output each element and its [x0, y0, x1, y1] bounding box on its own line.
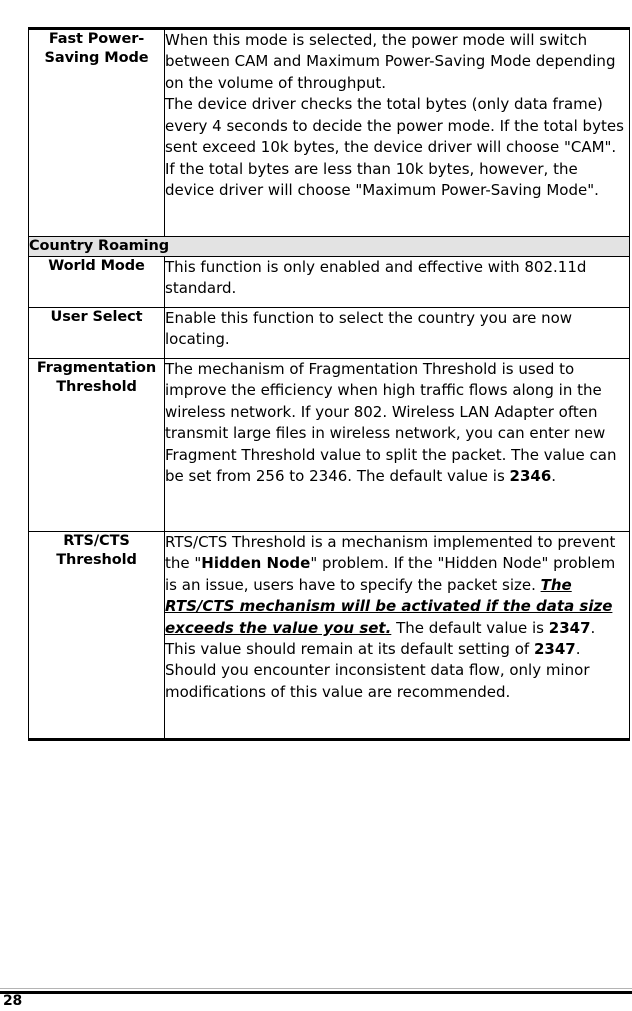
- description-paragraph: This function is only enabled and effective with 802.11d standard.: [165, 257, 587, 298]
- description-text: . This value should remain at its default setting of: [165, 618, 596, 659]
- default-value-bold: 2346: [509, 467, 552, 486]
- description-paragraph: Enable this function to select the country you are now locating.: [165, 308, 573, 349]
- description-text: " problem. If the "Hidden Node" problem is an issue, users have to specify the packet size.: [165, 554, 616, 594]
- table-row: [29, 358, 630, 531]
- description-paragraph: [165, 532, 629, 704]
- hidden-node-bold: Hidden Node: [201, 554, 311, 573]
- row-description-user-select: [165, 307, 630, 358]
- table-row: [29, 307, 630, 358]
- page-number: 28: [3, 993, 23, 1009]
- description-text: . Should you encounter inconsistent data flow, only minor modifications of this value are recommended.: [165, 640, 590, 701]
- description-text: The mechanism of Fragmentation Threshold is used to improve the efficiency when high traffic flows along in the wireless network. If your 802. Wireless LAN Adapter often transmit large files in wireless network, you can enter new Fragment Threshold value to split the packet. The value can be set from 256 to 2346. The default value is: [165, 359, 617, 486]
- row-label-user-select: User Select: [29, 307, 165, 358]
- footer-divider-thick: [0, 991, 632, 994]
- description-paragraph: When this mode is selected, the power mode will switch between CAM and Maximum Power-Saving Mode depending on the volume of throughput.: [165, 31, 616, 92]
- description-text: .: [551, 467, 557, 486]
- default-setting-bold: 2347: [533, 640, 576, 659]
- row-description-fast-power-saving-mode: [165, 29, 630, 237]
- table-row: [29, 29, 630, 237]
- section-header-country-roaming: Country Roaming: [29, 237, 630, 257]
- footer-divider-thin: [0, 988, 632, 989]
- description-paragraph: [165, 359, 629, 488]
- row-label-fragmentation-threshold: Fragmentation Threshold: [29, 358, 165, 531]
- default-value-bold: 2347: [548, 618, 591, 637]
- settings-description-table: [28, 27, 630, 741]
- row-description-fragmentation-threshold: [165, 358, 630, 531]
- description-text: RTS/CTS Threshold is a mechanism implemented to prevent the ": [165, 532, 616, 573]
- row-description-rts-cts-threshold: [165, 531, 630, 739]
- table-section-row: [29, 237, 630, 257]
- row-label-world-mode: World Mode: [29, 256, 165, 307]
- row-label-rts-cts-threshold: RTS/CTS Threshold: [29, 531, 165, 739]
- row-label-fast-power-saving-mode: Fast Power-Saving Mode: [29, 29, 165, 237]
- row-description-world-mode: [165, 256, 630, 307]
- description-text: The default value is: [391, 618, 549, 637]
- description-paragraph: The device driver checks the total bytes (only data frame) every 4 seconds to decide the power mode. If the total bytes sent exceed 10k bytes, the device driver will choose "CAM". If the total bytes are less than 10k bytes, however, the device driver will choose "Maximum Power-Saving Mode".: [165, 95, 624, 200]
- rts-cts-emphasis: The RTS/CTS mechanism will be activated if the data size exceeds the value you set.: [165, 575, 613, 637]
- table-row: [29, 256, 630, 307]
- table-row: [29, 531, 630, 739]
